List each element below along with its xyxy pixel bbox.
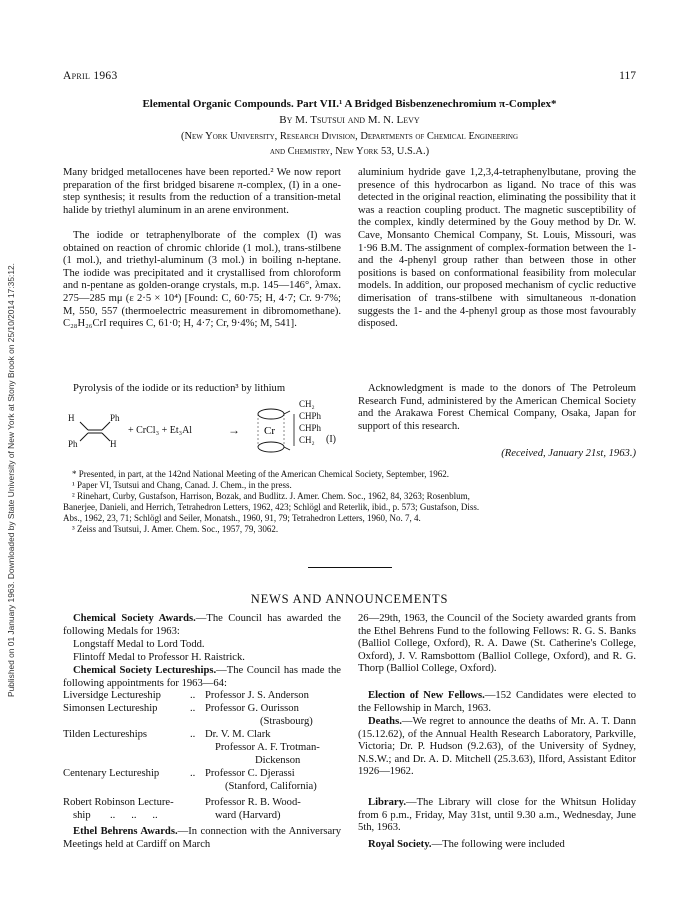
received-date: (Received, January 21st, 1963.) <box>501 448 636 459</box>
news-item-head: Ethel Behrens Awards. <box>73 826 178 837</box>
news-heading: NEWS AND ANNOUNCEMENTS <box>250 592 449 606</box>
lectureship-dots: .. <box>190 690 196 701</box>
body-paragraph: The iodide or tetraphenylborate of the complex (I) was obtained on reaction of chromic chloride (1 mol.), trans-stilbene (1 mol.), and triethyl-aluminum (3 mol.) in boiling n-heptane. The iodide was precipitated and it crystallised from chloroform and n-pentane as golden-orange crystals, m.p. 145—146°, λmax. 275—285 mμ (ε 2·5 × 10⁴) [Found: C, 60·75; H, 4·7; Cr. 9·7%; M, 550, 557 (thermoelectric measurement in dibromomethane). C₂₈H₂₆CrI requires C, 61·0; H, 4·7; Cr, 9·4%; M, 541]. <box>63 230 341 330</box>
news-item <box>63 613 341 638</box>
scheme-atom: H <box>68 413 75 423</box>
news-item-head: Deaths. <box>368 716 402 727</box>
header-date: April 1963 <box>63 70 118 82</box>
lecturer: Professor G. Ourisson <box>205 703 299 714</box>
page-number: 117 <box>619 70 636 82</box>
news-item-text: —The Council has awarded the following Medals for 1963: <box>63 613 341 637</box>
scheme-atom: Ph <box>110 413 120 423</box>
news-item-text: —In connection with the Anniversary Meetings held at Cardiff on March <box>63 826 342 850</box>
lectureship-name: ship <box>73 810 91 821</box>
news-item <box>358 716 636 779</box>
footnote: * Presented, in part, at the 142nd National Meeting of the American Chemical Society, September, 1962. <box>72 469 449 479</box>
body-paragraph: Many bridged metallocenes have been reported.² We now report preparation of the first bridged bisarene π-complex, (I) in a one-step synthesis; it results from the reduction of a transition-metal halide by triethyl aluminum in an arene environment. <box>63 167 341 216</box>
news-item <box>63 665 341 690</box>
news-item <box>63 826 341 851</box>
lectureship-dots: .. <box>190 703 196 714</box>
compound-label: (I) <box>326 434 336 445</box>
news-item-head: Library. <box>368 797 406 808</box>
lectureship-name: Liversidge Lectureship <box>63 690 161 701</box>
lecturer: Professor J. S. Anderson <box>205 690 309 701</box>
news-item <box>358 839 636 852</box>
body-paragraph: Pyrolysis of the iodide or its reduction³ by lithium <box>73 383 286 394</box>
news-item: 26—29th, 1963, the Council of the Society awarded grants from the Ethel Behrens Fund to the following Fellows: R. G. S. Banks (Balliol College, Oxford), R. A. Dawe (St. Catherine's College, Oxford), J. V. Ramsbottom (Balliol College, Oxford), and R. G. Thorp (Balliol College, Oxford). <box>358 613 636 675</box>
medal-item: Flintoff Medal to Professor H. Raistrick. <box>73 652 245 663</box>
lecturer: ward (Harvard) <box>215 810 281 821</box>
scheme-atom: Ph <box>68 439 78 449</box>
sandwich-complex-icon <box>258 409 284 452</box>
footnote: ³ Zeiss and Tsutsui, J. Amer. Chem. Soc., 1957, 79, 3062. <box>72 524 279 534</box>
footnote: Banerjee, Danieli, and Herrich, Tetrahedron Letters, 1962, 423; Schlögl and Reterlik, ibid., p. 573; Gustafson, Diss. <box>63 502 480 512</box>
lectureship-dots: .. <box>190 729 196 740</box>
news-item <box>358 797 636 835</box>
article-title: Elemental Organic Compounds. Part VII.¹ A Bridged Bisbenzenechromium π-Complex* <box>142 98 557 110</box>
lecturer: (Strasbourg) <box>260 716 313 727</box>
affiliation-line-1: (New York University, Research Division, Departments of Chemical Engineering <box>180 131 519 142</box>
news-item-head: Chemical Society Awards. <box>73 613 196 624</box>
news-item-text: —The Library will close for the Whitsun Holiday from 6 p.m., Friday, May 31st, until 9.30 a.m., Wednesday, June 5th, 1963. <box>358 797 636 834</box>
lecturer: Dr. V. M. Clark <box>205 729 271 740</box>
lectureship-name: Tilden Lectureships <box>63 729 148 740</box>
section-divider <box>308 567 392 568</box>
lectureship-name: Robert Robinson Lecture- <box>63 797 174 808</box>
news-item-head: Royal Society. <box>368 839 432 850</box>
lecturer: Professor R. B. Wood- <box>205 797 301 808</box>
footnote: ² Rinehart, Curby, Gustafson, Harrison, Bozak, and Budlitz. J. Amer. Chem. Soc., 1962, 84, 3263; Rosenblum, <box>72 491 470 501</box>
acknowledgment: Acknowledgment is made to the donors of The Petroleum Research Fund, administered by the American Chemical Society and the Arakawa Forest Chemical Company, Osaka, Japan for support of this research. <box>358 383 636 432</box>
svg-text:Cr: Cr <box>264 425 275 437</box>
lecturer: (Stanford, California) <box>225 781 317 792</box>
footnote: Abs., 1962, 23, 71; Schlögl and Seiler, Monatsh., 1960, 91, 79; Tetrahedron Letters, 1960, No. 7, 4. <box>63 513 421 523</box>
article-authors: By M. Tsutsui and M. N. Levy <box>279 114 420 126</box>
scheme-chain: CHPh <box>299 411 322 421</box>
news-item-text: —We regret to announce the deaths of Mr. A. T. Dann (15.12.62), of the Annual Health Research Laboratory, Parkville, Victoria; Dr. P. Hudson (9.2.63), of the University of Sydney, N.S.W.; and Dr. A. D. Mitchell (25.3.63), Ilford, Assistant Editor 1926—1962. <box>358 716 636 778</box>
download-stamp: Published on 01 January 1963. Downloaded by State University of New York at Stony Brook on 25/10/2014 17:35:12. <box>6 263 16 697</box>
lecturer: Professor C. Djerassi <box>205 768 295 779</box>
news-item-text: —The following were included <box>431 839 565 850</box>
news-item-text: —The Council has made the following appointments for 1963—64: <box>63 665 341 689</box>
scheme-chain: CHPh <box>299 423 322 433</box>
lectureship-dots: .. <box>190 768 196 779</box>
news-item-text: —152 Candidates were elected to the Fellowship in March, 1963. <box>358 690 637 714</box>
medal-item: Longstaff Medal to Lord Todd. <box>73 639 205 650</box>
affiliation-line-2: and Chemistry, New York 53, U.S.A.) <box>269 146 430 157</box>
scheme-chain: CH₂ <box>299 435 315 445</box>
scheme-chain: CH₂ <box>299 399 315 409</box>
lecturer: Dickenson <box>255 755 301 766</box>
scheme-reagents: + CrCl₃ + Et₃Al <box>128 425 193 436</box>
footnote: ¹ Paper VI, Tsutsui and Chang, Canad. J. Chem., in the press. <box>72 480 292 490</box>
scheme-atom: H <box>110 439 117 449</box>
body-paragraph: aluminium hydride gave 1,2,3,4-tetraphenylbutane, proving the presence of this hydrocarbon as ligand. No trace of this was detected in the original reaction, eliminating the possibility that it was a reaction coupling product. The magnetic susceptibility of the complex, kindly determined by the Gouy method by Dr. W. Cave, Monsanto Chemical Company, St. Louis, Missouri, was 1·96 B.M. The assignment of complex-formation between the 1- and the 4-phenyl group rather than between those in other positions is based on conformational feasibility from molecular models. In addition, our proposed mechanism of cyclic reductive dimerisation of trans-stilbene with simultaneous π-donation suggests the 1- and the 4-phenyl group as those most favourably disposed. <box>358 167 636 330</box>
news-item-head: Election of New Fellows. <box>368 690 485 701</box>
lectureship-name: Simonsen Lectureship <box>63 703 158 714</box>
lecturer: Professor A. F. Trotman- <box>215 742 320 753</box>
lectureship-name: Centenary Lectureship <box>63 768 160 779</box>
news-item-head: Chemical Society Lectureships. <box>73 665 217 676</box>
reaction-scheme <box>68 400 348 460</box>
news-item <box>358 690 636 715</box>
lectureship-dots: .. .. .. <box>110 810 158 821</box>
scheme-arrow: → <box>228 423 240 437</box>
